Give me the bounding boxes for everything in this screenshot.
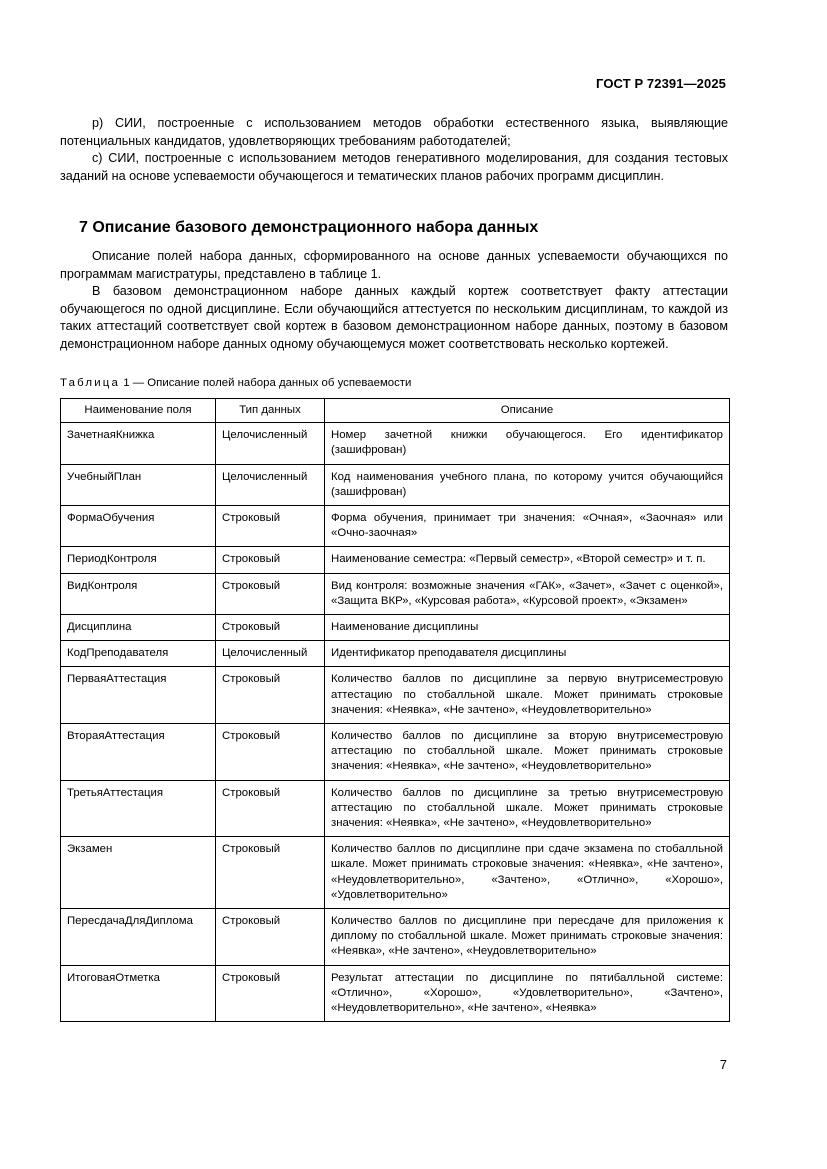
- cell-description: Форма обучения, принимает три значения: «Очная», «Заочная» или «Очно-заочная»: [325, 506, 730, 547]
- table-row: [61, 641, 730, 667]
- cell-description: Количество баллов по дисциплине за вторую внутрисеместровую аттестацию по стобалльной шкале. Может принимать строковые значения: «Неявка», «Не зачтено», «Неудовлетворительно»: [325, 724, 730, 781]
- table-row: [61, 506, 730, 547]
- cell-field-name: ТретьяАттестация: [61, 780, 216, 837]
- section-paragraph: Описание полей набора данных, сформированного на основе данных успеваемости обучающихся по программам магистратуры, представлено в таблице 1.: [60, 249, 728, 281]
- cell-field-name: УчебныйПлан: [61, 464, 216, 505]
- header-field-name: Наименование поля: [61, 399, 216, 423]
- cell-field-name: Дисциплина: [61, 615, 216, 641]
- cell-description: Код наименования учебного плана, по которому учится обучающийся (зашифрован): [325, 464, 730, 505]
- table-row: [61, 965, 730, 1022]
- section-paragraph: В базовом демонстрационном наборе данных каждый кортеж соответствует факту аттестации обучающегося по одной дисциплине. Если обучающийся аттестуется по нескольким дисциплинам, то каждой из таких аттестаций соответствует свой кортеж в базовом демонстрационном наборе данных, поэтому в базовом демонстрационном наборе данных одному обучающемуся может соответствовать несколько кортежей.: [60, 284, 728, 351]
- cell-field-name: ВидКонтроля: [61, 573, 216, 614]
- list-item-s: с) СИИ, построенные с использованием методов генеративного моделирования, для создания тестовых заданий на основе успеваемости обучающегося и тематических планов рабочих программ дисциплин.: [60, 151, 728, 183]
- table-header-row: [61, 399, 730, 423]
- cell-description: Результат аттестации по дисциплине по пятибалльной системе: «Отлично», «Хорошо», «Удовлетворительно», «Зачтено», «Неудовлетворительно», «Не зачтено», «Неявка»: [325, 965, 730, 1022]
- table-row: [61, 780, 730, 837]
- cell-data-type: Строковый: [216, 615, 325, 641]
- cell-data-type: Строковый: [216, 909, 325, 966]
- table-caption: [60, 377, 411, 389]
- cell-description: Наименование семестра: «Первый семестр», «Второй семестр» и т. п.: [325, 547, 730, 573]
- table-row: [61, 724, 730, 781]
- header-data-type: Тип данных: [216, 399, 325, 423]
- cell-description: Количество баллов по дисциплине за третью внутрисеместровую аттестацию по стобалльной шкале. Может принимать строковые значения: «Неявка», «Не зачтено», «Неудовлетворительно»: [325, 780, 730, 837]
- cell-data-type: Строковый: [216, 667, 325, 724]
- cell-field-name: ФормаОбучения: [61, 506, 216, 547]
- cell-field-name: ПериодКонтроля: [61, 547, 216, 573]
- section-heading: 7 Описание базового демонстрационного набора данных: [79, 219, 539, 236]
- cell-description: Идентификатор преподавателя дисциплины: [325, 641, 730, 667]
- table-caption-label: Таблица: [60, 377, 121, 389]
- cell-field-name: ПересдачаДляДиплома: [61, 909, 216, 966]
- cell-data-type: Строковый: [216, 547, 325, 573]
- cell-data-type: Строковый: [216, 573, 325, 614]
- cell-data-type: Строковый: [216, 837, 325, 909]
- cell-data-type: Строковый: [216, 506, 325, 547]
- table-caption-text: — Описание полей набора данных об успеваемости: [129, 377, 412, 389]
- cell-data-type: Строковый: [216, 965, 325, 1022]
- cell-data-type: Строковый: [216, 724, 325, 781]
- cell-field-name: Экзамен: [61, 837, 216, 909]
- list-item-r: р) СИИ, построенные с использованием методов обработки естественного языка, выявляющие потенциальных кандидатов, удовлетворяющих требованиям работодателей;: [60, 116, 728, 148]
- cell-description: Количество баллов по дисциплине за первую внутрисеместровую аттестацию по стобалльной шкале. Может принимать строковые значения: «Неявка», «Не зачтено», «Неудовлетворительно»: [325, 667, 730, 724]
- cell-field-name: ЗачетнаяКнижка: [61, 423, 216, 464]
- table-row: [61, 464, 730, 505]
- table-row: [61, 837, 730, 909]
- table-row: [61, 423, 730, 464]
- cell-field-name: ВтораяАттестация: [61, 724, 216, 781]
- table-row: [61, 667, 730, 724]
- table-body: [61, 423, 730, 1022]
- cell-description: Количество баллов по дисциплине при сдаче экзамена по стобалльной шкале. Может принимать строковые значения: «Неявка», «Не зачтено», «Неудовлетворительно», «Зачтено», «Отлично», «Хорошо», «Удовлетворительно»: [325, 837, 730, 909]
- document-standard-header: ГОСТ Р 72391—2025: [596, 76, 726, 91]
- cell-description: Количество баллов по дисциплине при пересдаче для приложения к диплому по стобалльной шкале. Может принимать строковые значения: «Неявка», «Не зачтено», «Неудовлетворительно»: [325, 909, 730, 966]
- table-row: [61, 547, 730, 573]
- cell-description: Вид контроля: возможные значения «ГАК», «Зачет», «Зачет с оценкой», «Защита ВКР», «Курсовая работа», «Курсовой проект», «Экзамен»: [325, 573, 730, 614]
- cell-field-name: ИтоговаяОтметка: [61, 965, 216, 1022]
- cell-data-type: Строковый: [216, 780, 325, 837]
- fields-table: [60, 398, 730, 1022]
- table-row: [61, 615, 730, 641]
- cell-data-type: Целочисленный: [216, 423, 325, 464]
- list-block: [60, 115, 728, 185]
- cell-field-name: КодПреподавателя: [61, 641, 216, 667]
- header-description: Описание: [325, 399, 730, 423]
- section-body: [60, 248, 728, 354]
- table-row: [61, 909, 730, 966]
- cell-description: Наименование дисциплины: [325, 615, 730, 641]
- cell-data-type: Целочисленный: [216, 464, 325, 505]
- cell-field-name: ПерваяАттестация: [61, 667, 216, 724]
- table-caption-number: 1: [123, 377, 130, 389]
- cell-description: Номер зачетной книжки обучающегося. Его идентификатор (зашифрован): [325, 423, 730, 464]
- page-number: 7: [719, 1057, 727, 1072]
- table-row: [61, 573, 730, 614]
- cell-data-type: Целочисленный: [216, 641, 325, 667]
